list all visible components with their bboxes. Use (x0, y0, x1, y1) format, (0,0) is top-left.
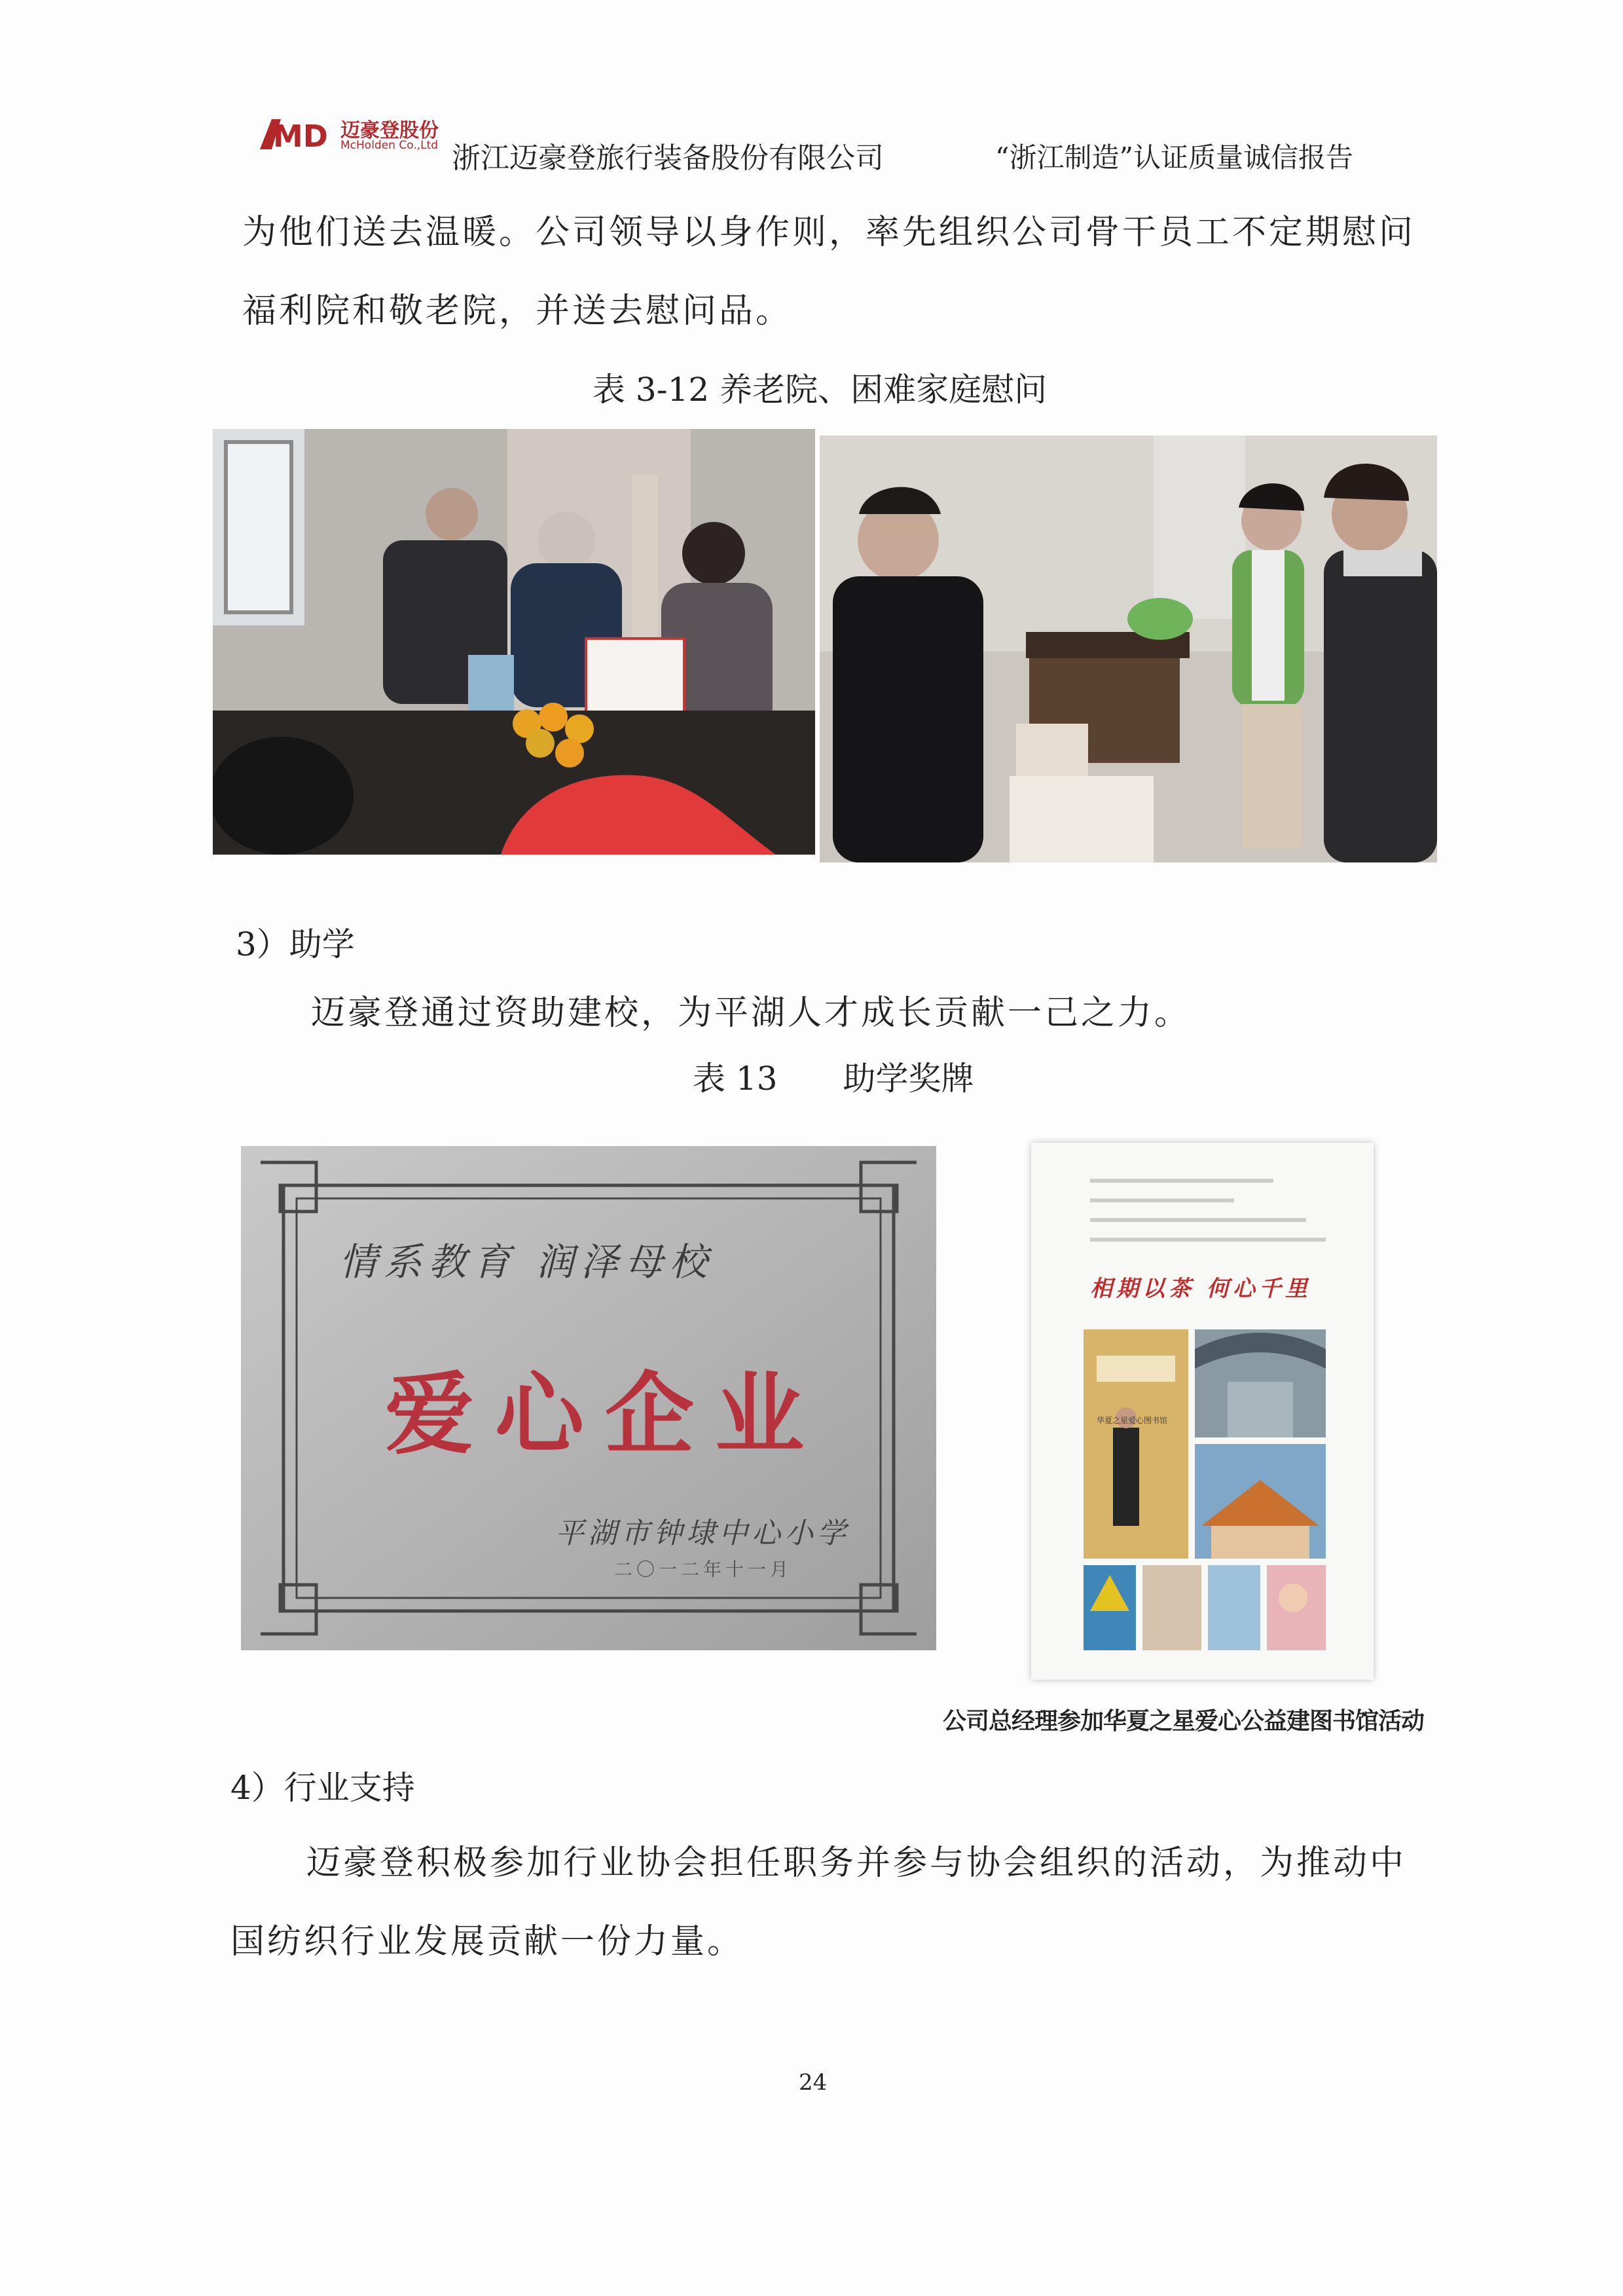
booklet-text-line (1090, 1238, 1326, 1242)
paragraph-2: 迈豪登通过资助建校，为平湖人才成长贡献一己之力。 (311, 993, 1192, 1033)
section-heading-4: 4）行业支持 (230, 1769, 415, 1807)
plaque-photo (241, 1146, 936, 1650)
logo-text-en: McHolden Co.,Ltd (340, 139, 439, 152)
table-caption-3-12: 表 3-12 养老院、困难家庭慰问 (593, 371, 1048, 409)
photo-nursing-home-visit (213, 429, 815, 855)
paragraph-3-line-2: 国纺织行业发展贡献一份力量。 (230, 1922, 744, 1961)
booklet-inner-caption: 华夏之星爱心图书馆 (1097, 1416, 1168, 1425)
svg-text:MD: MD (273, 119, 328, 151)
header-company-name: 浙江迈豪登旅行装备股份有限公司 (452, 141, 884, 175)
page-number: 24 (799, 2069, 828, 2096)
header-report-title: “浙江制造”认证质量诚信报告 (995, 141, 1353, 174)
section-heading-3: 3）助学 (236, 925, 355, 963)
paragraph-3-line-1: 迈豪登积极参加行业协会担任职务并参与协会组织的活动，为推动中 (306, 1843, 1407, 1883)
plaque-date: 二〇一二年十一月 (614, 1559, 793, 1580)
company-logo-mark (259, 117, 336, 151)
plaque-title: 爱心企业 (385, 1363, 825, 1467)
booklet-text-line (1090, 1218, 1306, 1222)
table-caption-13: 表 13 助学奖牌 (693, 1060, 974, 1098)
booklet-headline: 相期以茶 何心千里 (1090, 1276, 1311, 1302)
paragraph-1-line-1: 为他们送去温暖。公司领导以身作则，率先组织公司骨干员工不定期慰问 (242, 213, 1416, 252)
booklet-text-line (1090, 1198, 1234, 1202)
booklet-text-line (1090, 1179, 1273, 1183)
plaque-issuer: 平湖市钟埭中心小学 (555, 1517, 850, 1550)
photo-caption-library-activity: 公司总经理参加华夏之星爱心公益建图书馆活动 (943, 1708, 1425, 1735)
photo-family-visit (820, 435, 1437, 862)
plaque-motto: 情系教育 润泽母校 (339, 1240, 714, 1284)
logo-text-cn: 迈豪登股份 (340, 119, 439, 142)
booklet-photo (1031, 1143, 1374, 1680)
paragraph-1-line-2: 福利院和敬老院，并送去慰问品。 (242, 291, 793, 331)
